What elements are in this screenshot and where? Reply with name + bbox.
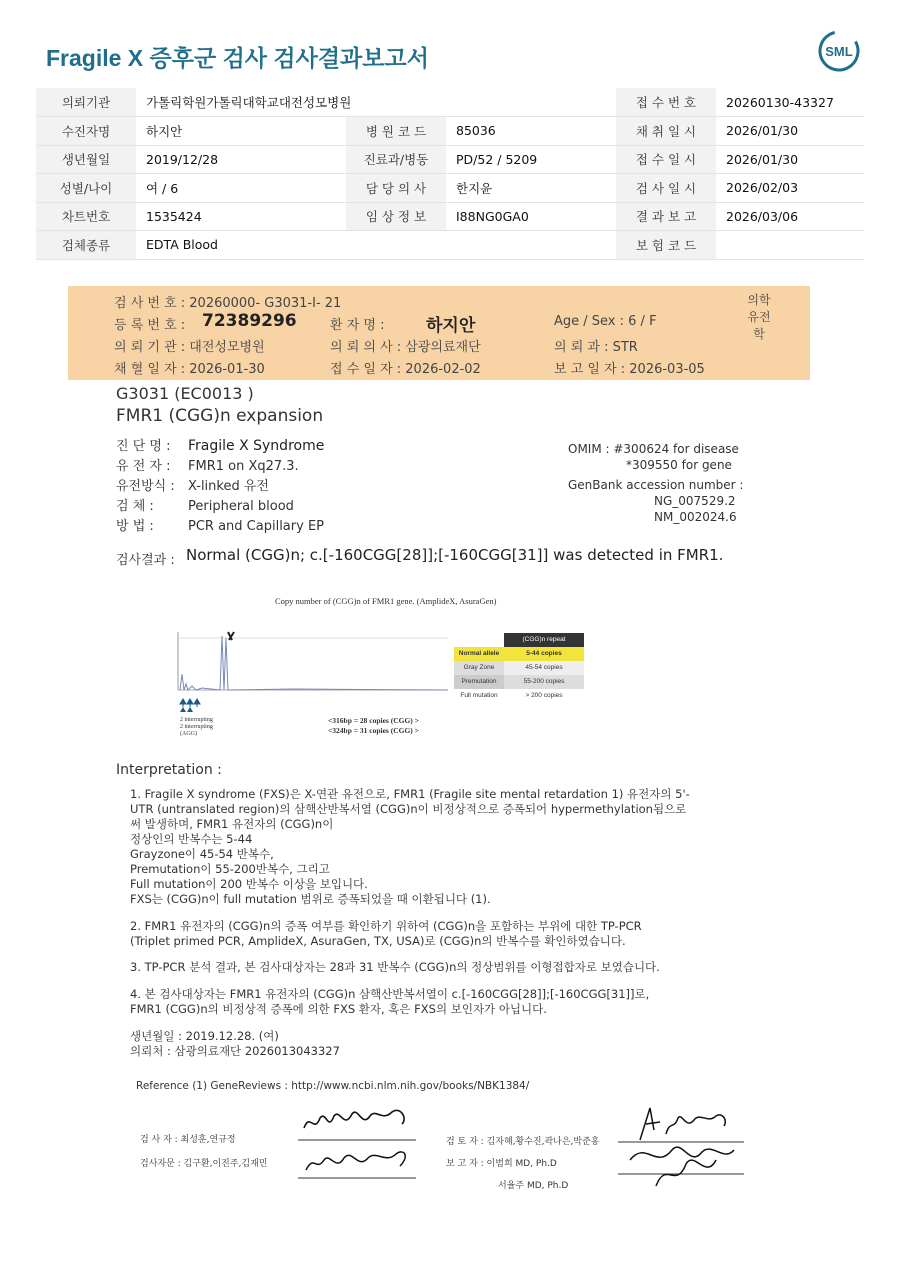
label-hospital-code: 병 원 코 드 <box>346 117 446 146</box>
value-specimen: EDTA Blood <box>136 231 616 260</box>
label-department: 진료과/병동 <box>346 145 446 174</box>
table-row <box>36 202 864 231</box>
table-row <box>36 231 864 260</box>
genbank-nm: NM_002024.6 <box>654 510 737 524</box>
label-doctor: 담 당 의 사 <box>346 174 446 203</box>
patient-label: 환 자 명 : <box>330 318 385 333</box>
examiner: 검 사 자 : 최성훈,연규정 <box>140 1135 236 1145</box>
requesting-org: 의 뢰 기 관 : 대전성모병원 <box>114 340 265 355</box>
requesting-doctor: 의 뢰 의 사 : 삼광의료재단 <box>330 340 481 355</box>
value-insurance-code <box>716 231 864 260</box>
test-name: FMR1 (CGG)n expansion <box>116 406 324 426</box>
result-text: Normal (CGG)n; c.[-160CGG[28]];[-160CGG[31]] was detected in FMR1. <box>186 546 724 564</box>
table-row: Normal allele 5-44 copies <box>454 647 584 661</box>
table-row <box>36 174 864 203</box>
advisor: 검사자문 : 김구환,이진주,김재민 <box>140 1159 268 1169</box>
value-doctor: 한지윤 <box>446 174 616 203</box>
figure-caption: Copy number of (CGG)n of FMR1 gene. (AmplideX, AsuraGen) <box>275 596 497 606</box>
report-title: Fragile X 증후군 검사 검사결과보고서 <box>46 45 429 71</box>
table-row: Full mutation > 200 copies <box>454 689 584 703</box>
value-sex-age: 여 / 6 <box>136 174 346 203</box>
label-specimen: 검체종류 <box>36 231 136 260</box>
scan-header <box>68 286 810 380</box>
scanned-report <box>0 270 900 1270</box>
receive-date: 접 수 일 자 : 2026-02-02 <box>330 362 481 377</box>
label-chart-no: 차트번호 <box>36 202 136 231</box>
field-row: 방 법 : PCR and Capillary EP <box>116 519 324 534</box>
reviewer-signature <box>616 1100 746 1195</box>
label-requesting-org: 의뢰기관 <box>36 88 136 117</box>
requesting-dept: 의 뢰 과 : STR <box>554 340 638 355</box>
reg-label: 등 록 번 호 : <box>114 318 186 333</box>
test-fields <box>116 436 324 537</box>
value-collection-date: 2026/01/30 <box>716 117 864 146</box>
genbank-ng: NG_007529.2 <box>654 494 736 508</box>
value-requesting-org: 가톨릭학원가톨릭대학교대전성모병원 <box>136 88 616 117</box>
label-insurance-code: 보 험 코 드 <box>616 231 716 260</box>
table-row <box>36 117 864 146</box>
logo-text: SML <box>825 44 853 59</box>
field-row: 유전방식 : X-linked 유전 <box>116 479 269 494</box>
field-row: 검 체 : Peripheral blood <box>116 499 294 514</box>
omim-gene: *309550 for gene <box>626 458 732 472</box>
peak-marker-icon <box>228 632 234 640</box>
value-receipt-date: 2026/01/30 <box>716 145 864 174</box>
peak-labels: <316bp = 28 copies (CGG) > <324bp = 31 copies (CGG) > <box>328 716 419 735</box>
result-label: 검사결과 : <box>116 553 175 568</box>
sml-logo <box>818 30 860 72</box>
age-sex: Age / Sex : 6 / F <box>554 314 657 329</box>
genbank-label: GenBank accession number : <box>568 478 744 492</box>
reference: Reference (1) GeneReviews : http://www.ncbi.nlm.nih.gov/books/NBK1384/ <box>136 1080 530 1092</box>
field-row: 유 전 자 : FMR1 on Xq27.3. <box>116 459 299 474</box>
examiner-signature <box>296 1100 426 1180</box>
label-report-date: 결 과 보 고 <box>616 202 716 231</box>
patient-name: 하지안 <box>426 316 476 336</box>
label-patient-name: 수진자명 <box>36 117 136 146</box>
table-row: Premutation 55-200 copies <box>454 675 584 689</box>
interrupting-arrows-icon <box>178 697 202 717</box>
test-code: G3031 (EC0013 ) <box>116 384 254 403</box>
label-birth-date: 생년월일 <box>36 145 136 174</box>
value-clinical-info: I88NG0GA0 <box>446 202 616 231</box>
value-chart-no: 1535424 <box>136 202 346 231</box>
value-hospital-code: 85036 <box>446 117 616 146</box>
label-receipt-date: 접 수 일 시 <box>616 145 716 174</box>
patient-info-table <box>36 88 864 260</box>
label-test-date: 검 사 일 시 <box>616 174 716 203</box>
table-row <box>36 145 864 174</box>
field-row: 진 단 명 : Fragile X Syndrome <box>116 438 325 454</box>
repeat-range-table <box>454 633 584 703</box>
table-row <box>36 88 864 117</box>
reporter: 보 고 자 : 이범희 MD, Ph.D <box>446 1159 557 1169</box>
label-clinical-info: 임 상 정 보 <box>346 202 446 231</box>
value-receipt-no: 20260130-43327 <box>716 88 864 117</box>
value-department: PD/52 / 5209 <box>446 145 616 174</box>
value-report-date: 2026/03/06 <box>716 202 864 231</box>
value-birth-date: 2019/12/28 <box>136 145 346 174</box>
report-date: 보 고 일 자 : 2026-03-05 <box>554 362 705 377</box>
label-sex-age: 성별/나이 <box>36 174 136 203</box>
reg-number: 72389296 <box>202 311 297 331</box>
reporter-2: 서율주 MD, Ph.D <box>498 1181 569 1191</box>
value-patient-name: 하지안 <box>136 117 346 146</box>
label-receipt-no: 접 수 번 호 <box>616 88 716 117</box>
interpretation-body: 1. Fragile X syndrome (FXS)은 X-연관 유전으로, FMR1 (Fragile site mental retardation 1) 유전자의 5'- UTR (untranslated region)의 삼핵산반복서열 (CGG)n이 비정상적으로 증폭되어 hypermethylation됨으로 써 발생하며, FMR1 유전자의 (CGG)n이 정상인의 반복수는 5-44 Grayzone이 45-54 반복수, Premutation이 55-200반복수, 그리고 Full mutation이 200 반복수 이상을 보입니다. FXS는 (CGG)n이 full mutation 범위로 증폭되었을 때 이환됩니다 (1). 2. FMR1 유전자의 (CGG)n의 증폭 여부를 확인하기 위하여 (CGG)n을 포함하는 부위에 대한 TP-PCR (Triplet primed PCR, AmplideX, AsuraGen, TX, USA)로 (CGG)n의 반복수를 확인하였습니다. 3. TP-PCR 분석 결과, 본 검사대상자는 28과 31 반복수 (CGG)n의 정상범위를 이형접합자로 보였습니다. 4. 본 검사대상자는 FMR1 유전자의 (CGG)n 삼핵산반복서열이 c.[-160CGG[28]];[-160CGG[31]]로, FMR1 (CGG)n의 비정상적 증폭에 의한 FXS 환자, 혹은 FXS의 보인자가 아닙니다. 생년월일 : 2019.12.28. (여) 의뢰처 : 삼광의료재단 2026013043327 <box>130 787 690 1058</box>
interpretation-title: Interpretation : <box>116 762 222 778</box>
table-row: Gray Zone 45-54 copies <box>454 661 584 675</box>
test-number: 검 사 번 호 : 20260000- G3031-I- 21 <box>114 296 342 311</box>
dept-side-label: 의학유전학 <box>747 293 771 341</box>
label-collection-date: 채 취 일 시 <box>616 117 716 146</box>
repeat-table-header: (CGG)n repeat <box>504 633 584 647</box>
arrows-legend: 2 interrupting 2 interrupting (AGG) <box>180 717 213 737</box>
collect-date: 채 혈 일 자 : 2026-01-30 <box>114 362 265 377</box>
value-test-date: 2026/02/03 <box>716 174 864 203</box>
reviewer: 검 토 자 : 김자혜,황수진,곽나은,박준홍 <box>446 1137 600 1147</box>
omim: OMIM : #300624 for disease <box>568 442 739 456</box>
electropherogram <box>172 628 452 708</box>
